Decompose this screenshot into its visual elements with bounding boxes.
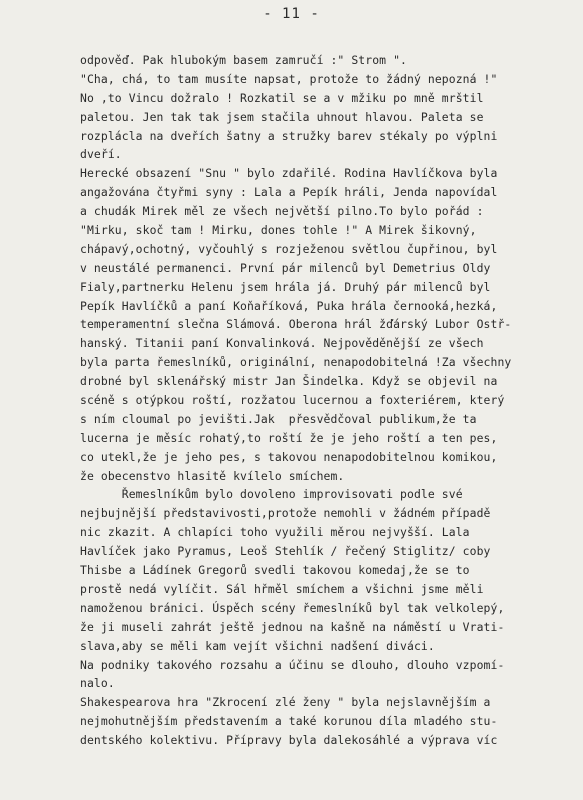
text-line: dveří. — [80, 147, 122, 162]
text-line: Havlíček jako Pyramus, Leoš Stehlík / řečený Stiglitz/ coby — [80, 544, 491, 559]
text-line: rozplácla na dveřích šatny a stružky barev stékaly po výplni — [80, 128, 498, 143]
text-line: chápavý,ochotný, vyčouhlý s rozježenou světlou čupřinou, byl — [80, 241, 498, 256]
text-line: drobné byl sklenářský mistr Jan Šindelka. Když se objevil na — [80, 374, 498, 389]
text-line: v neustálé permanenci. První pár milenců byl Demetrius Oldy — [80, 260, 491, 275]
text-line: "Cha, chá, to tam musíte napsat, protože to žádný nepozná !" — [80, 71, 498, 86]
text-line: Thisbe a Ládínek Gregorů svedli takovou komedaj,že se to — [80, 563, 470, 578]
text-line: prostě nedá vylíčit. Sál hřměl smíchem a všichni jsme měli — [80, 581, 484, 596]
text-line: temperamentní slečna Slámová. Oberona hrál žďárský Lubor Ostř- — [80, 317, 512, 332]
page-number: - 11 - — [263, 6, 320, 22]
text-line: nejmohutnějším představením a také korunou díla mladého stu- — [80, 714, 498, 729]
body-text — [80, 51, 575, 750]
text-line: nic zkazit. A chlapíci toho využili měrou nejvyšší. Lala — [80, 525, 470, 540]
text-line: namoženou bránici. Úspěch scény řemeslníků byl tak velkolepý, — [80, 600, 505, 615]
text-line: slava,aby se měli kam vejít všichni nadšení diváci. — [80, 638, 435, 653]
text-line: odpověď. Pak hlubokým basem zamručí :" Strom ". — [80, 53, 408, 67]
text-line: hanský. Titanii paní Konvalinková. Nejpověděnější ze všech — [80, 336, 484, 351]
text-line: že ji museli zahrát ještě jednou na kašně na náměstí u Vrati- — [80, 619, 505, 634]
text-line: Řemeslníkům bylo dovoleno improvisovati podle své — [80, 487, 463, 502]
text-line: byla parta řemeslníků, originální, nenapodobitelná !Za všechny — [80, 355, 512, 370]
text-line: No ,to Vincu dožralo ! Rozkatil se a v mžiku po mně mrštil — [80, 90, 484, 105]
text-line: Pepík Havlíčků a paní Koňaříková, Puka hrála černooká,hezká, — [80, 298, 498, 313]
text-line: že obecenstvo hlasitě kvílelo smíchem. — [80, 468, 345, 483]
text-line: Na podniky takového rozsahu a účinu se dlouho, dlouho vzpomí- — [80, 657, 505, 672]
text-line: paletou. Jen tak tak jsem stačila uhnout hlavou. Paleta se — [80, 109, 484, 124]
text-line: "Mirku, skoč tam ! Mirku, dones tohle !" A Mirek šikovný, — [80, 223, 477, 238]
text-line: Herecké obsazení "Snu " bylo zdařilé. Rodina Havlíčkova byla — [80, 166, 498, 181]
text-line: s ním cloumal po jevišti.Jak přesvědčoval publikum,že ta — [80, 411, 477, 426]
text-line: Shakespearova hra "Zkrocení zlé ženy " byla nejslavnějším a — [80, 695, 491, 710]
text-line: Fialy,partnerku Helenu jsem hrála já. Druhý pár milenců byl — [80, 279, 491, 294]
text-line: lucerna je měsíc rohatý,to roští že je jeho roští a ten pes, — [80, 430, 498, 445]
text-line: nejbujnější představivosti,protože nemohli v žádném případě — [80, 506, 491, 521]
text-line: nalo. — [80, 676, 115, 691]
text-line: a chudák Mirek měl ze všech největší pilno.To bylo pořád : — [80, 204, 484, 219]
text-line: scéně s otýpkou roští, rozžatou lucernou a foxteriérem, který — [80, 393, 505, 408]
text-line: co utekl,že je jeho pes, s takovou nenapodobitelnou komikou, — [80, 449, 498, 464]
text-line: angažována čtyřmi syny : Lala a Pepík hráli, Jenda napovídal — [80, 185, 498, 200]
text-line: dentského kolektivu. Přípravy byla dalekosáhlé a výprava víc — [80, 733, 498, 748]
